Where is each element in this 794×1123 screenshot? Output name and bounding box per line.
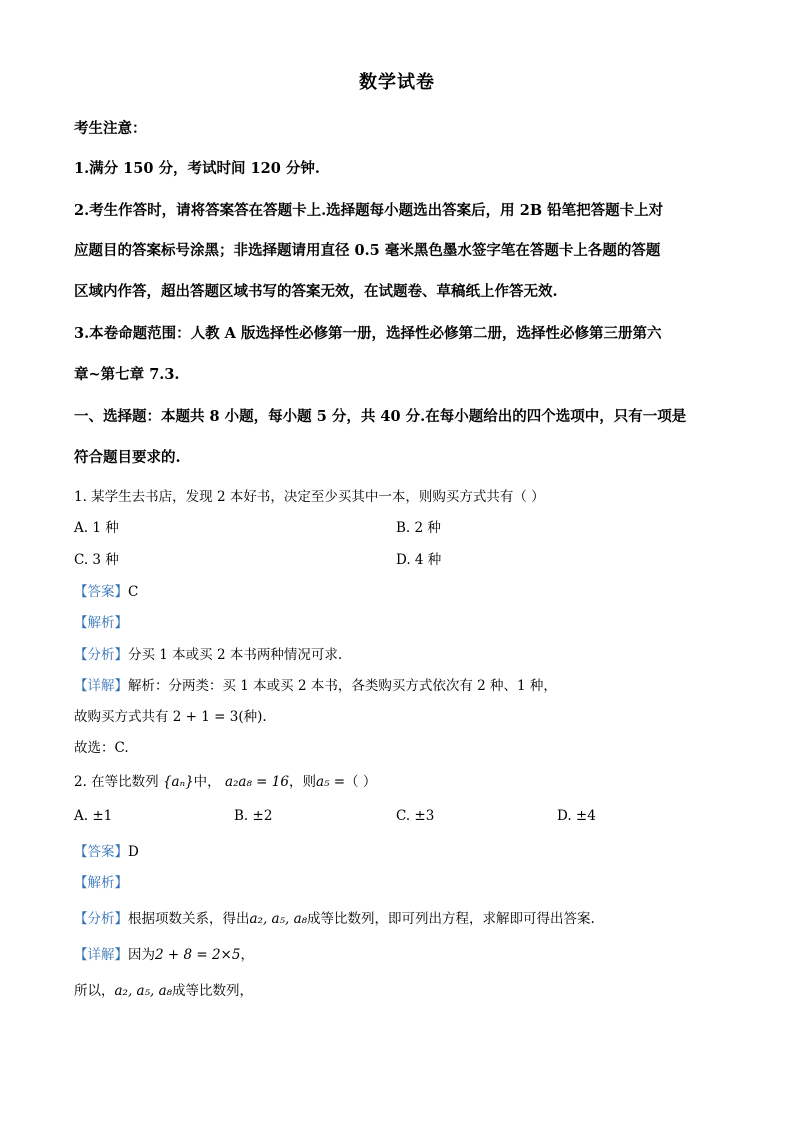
question-2-xiangjie <box>74 943 254 963</box>
stem-mid-2: ，则 <box>288 774 316 790</box>
question-1-option-a: A. 1 种 <box>74 520 119 536</box>
question-1-option-c: C. 3 种 <box>74 552 119 568</box>
fenxi-tag: 【分析】 <box>74 647 128 663</box>
question-2-stem <box>74 770 376 790</box>
page-title: 数学试卷 <box>359 72 435 93</box>
answer-value: C <box>128 584 139 600</box>
stem-mid: 中， <box>193 774 221 790</box>
notice-item-3-line-1: 3.本卷命题范围：人教 A 版选择性必修第一册，选择性必修第二册，选择性必修第三册第六 <box>74 325 662 342</box>
answer-value: D <box>128 844 139 860</box>
question-1-answer <box>74 580 138 600</box>
question-2-answer <box>74 840 139 860</box>
analysis-tag: 【解析】 <box>74 875 128 891</box>
question-2-option-b: B. ±2 <box>234 808 273 824</box>
section-heading-line-2: 符合题目要求的. <box>74 449 181 466</box>
xiangjie-text-a: 因为 <box>128 947 155 963</box>
section-heading-line-1: 一、选择题：本题共 8 小题，每小题 5 分，共 40 分.在每小题给出的四个选项中，只有一项是 <box>74 408 687 425</box>
question-2-option-d: D. ±4 <box>557 808 596 824</box>
notice-item-1: 1.满分 150 分，考试时间 120 分钟. <box>74 160 320 177</box>
analysis-tag: 【解析】 <box>74 615 128 631</box>
question-1-option-b: B. 2 种 <box>396 520 441 536</box>
xiangjie-tag: 【详解】 <box>74 947 128 963</box>
so-text-b: 成等比数列， <box>172 983 254 999</box>
sequence-symbol: {aₙ} <box>162 774 194 790</box>
question-1-choose: 故选：C. <box>74 740 129 756</box>
question-1-analysis <box>74 611 128 631</box>
target-term: a₅ = <box>315 774 346 790</box>
xiangjie-math: 2 + 8 = 2×5 <box>155 947 241 963</box>
notice-item-2-line-2: 应题目的答案标号涂黑；非选择题请用直径 0.5 毫米黑色墨水签字笔在答题卡上各题的答题 <box>74 242 661 259</box>
fenxi-text: 分买 1 本或买 2 本书两种情况可求. <box>128 647 343 663</box>
answer-tag: 【答案】 <box>74 844 128 860</box>
xiangjie-tag: 【详解】 <box>74 678 128 694</box>
so-text-a: 所以， <box>74 983 115 999</box>
question-1-option-d: D. 4 种 <box>396 552 442 568</box>
question-2-fenxi <box>74 907 595 927</box>
question-1-fenxi <box>74 643 342 663</box>
question-2-analysis <box>74 871 128 891</box>
stem-end: （ ） <box>345 774 377 790</box>
fenxi-math: a₂, a₅, a₈ <box>249 911 308 927</box>
notice-item-3-line-2: 章~第七章 7.3. <box>74 366 180 383</box>
given-equation: a₂a₈ = 16 <box>224 774 289 790</box>
notice-heading: 考生注意： <box>74 120 147 137</box>
question-1-xiangjie <box>74 674 557 694</box>
xiangjie-text: 解析：分两类：买 1 本或买 2 本书，各类购买方式依次有 2 种、1 种， <box>128 678 557 694</box>
question-1-stem: 1. 某学生去书店，发现 2 本好书，决定至少买其中一本，则购买方式共有（ ） <box>74 489 545 505</box>
question-2-option-c: C. ±3 <box>396 808 435 824</box>
so-math: a₂, a₅, a₈ <box>114 983 173 999</box>
question-2-so <box>74 979 253 999</box>
fenxi-text-b: 成等比数列，即可列出方程，求解即可得出答案. <box>307 911 595 927</box>
answer-tag: 【答案】 <box>74 584 128 600</box>
question-1-conclusion: 故购买方式共有 2 + 1 = 3(种). <box>74 709 267 725</box>
notice-item-2-line-1: 2.考生作答时，请将答案答在答题卡上.选择题每小题选出答案后，用 2B 铅笔把答题卡上对 <box>74 202 664 219</box>
fenxi-tag: 【分析】 <box>74 911 128 927</box>
stem-prefix: 2. 在等比数列 <box>74 774 159 790</box>
fenxi-text-a: 根据项数关系，得出 <box>128 911 250 927</box>
notice-item-2-line-3: 区域内作答，超出答题区域书写的答案无效，在试题卷、草稿纸上作答无效. <box>74 283 558 300</box>
xiangjie-text-b: ， <box>240 947 254 963</box>
question-2-option-a: A. ±1 <box>74 808 113 824</box>
